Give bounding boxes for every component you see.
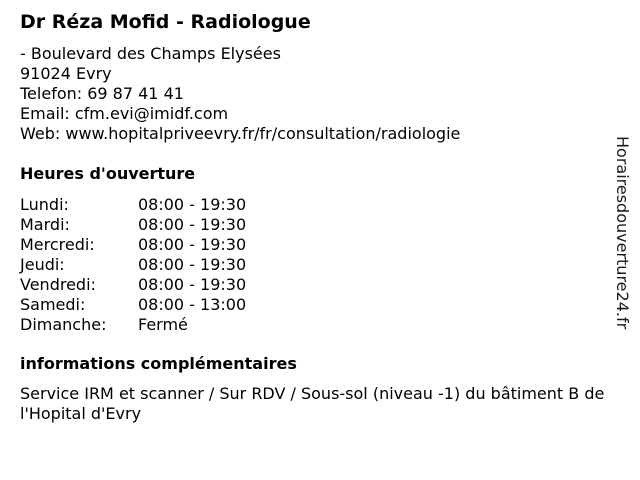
hours-row-friday — [20, 275, 320, 295]
time-value: 08:00 - 19:30 — [138, 235, 247, 254]
day-label: Dimanche: — [20, 315, 107, 334]
side-brand-text: Horairesdouverture24.fr — [613, 136, 632, 330]
day-label: Mardi: — [20, 215, 70, 234]
day-label: Lundi: — [20, 195, 69, 214]
hours-row-sunday — [20, 315, 320, 335]
info-text: Service IRM et scanner / Sur RDV / Sous-sol (niveau -1) du bâtiment B de l'Hopital d'Evry — [20, 384, 605, 423]
phone-line: Telefon: 69 87 41 41 — [20, 84, 184, 103]
day-label: Mercredi: — [20, 235, 95, 254]
hours-table — [20, 195, 320, 335]
hours-row-tuesday — [20, 215, 320, 235]
web-line: Web: www.hopitalpriveevry.fr/fr/consultation/radiologie — [20, 124, 461, 143]
day-label: Samedi: — [20, 295, 86, 314]
hours-row-monday — [20, 195, 320, 215]
page-title: Dr Réza Mofid - Radiologue — [20, 11, 311, 33]
contact-block — [20, 44, 460, 144]
address-line: - Boulevard des Champs Elysées — [20, 44, 281, 63]
city-line: 91024 Evry — [20, 64, 112, 83]
day-label: Jeudi: — [20, 255, 65, 274]
day-label: Vendredi: — [20, 275, 96, 294]
hours-row-thursday — [20, 255, 320, 275]
hours-heading: Heures d'ouverture — [20, 164, 196, 183]
hours-row-wednesday — [20, 235, 320, 255]
email-line: Email: cfm.evi@imidf.com — [20, 104, 229, 123]
time-value: 08:00 - 13:00 — [138, 295, 247, 314]
info-heading: informations complémentaires — [20, 354, 297, 373]
time-value: Fermé — [138, 315, 188, 334]
time-value: 08:00 - 19:30 — [138, 255, 247, 274]
time-value: 08:00 - 19:30 — [138, 215, 247, 234]
time-value: 08:00 - 19:30 — [138, 195, 247, 214]
hours-row-saturday — [20, 295, 320, 315]
time-value: 08:00 - 19:30 — [138, 275, 247, 294]
